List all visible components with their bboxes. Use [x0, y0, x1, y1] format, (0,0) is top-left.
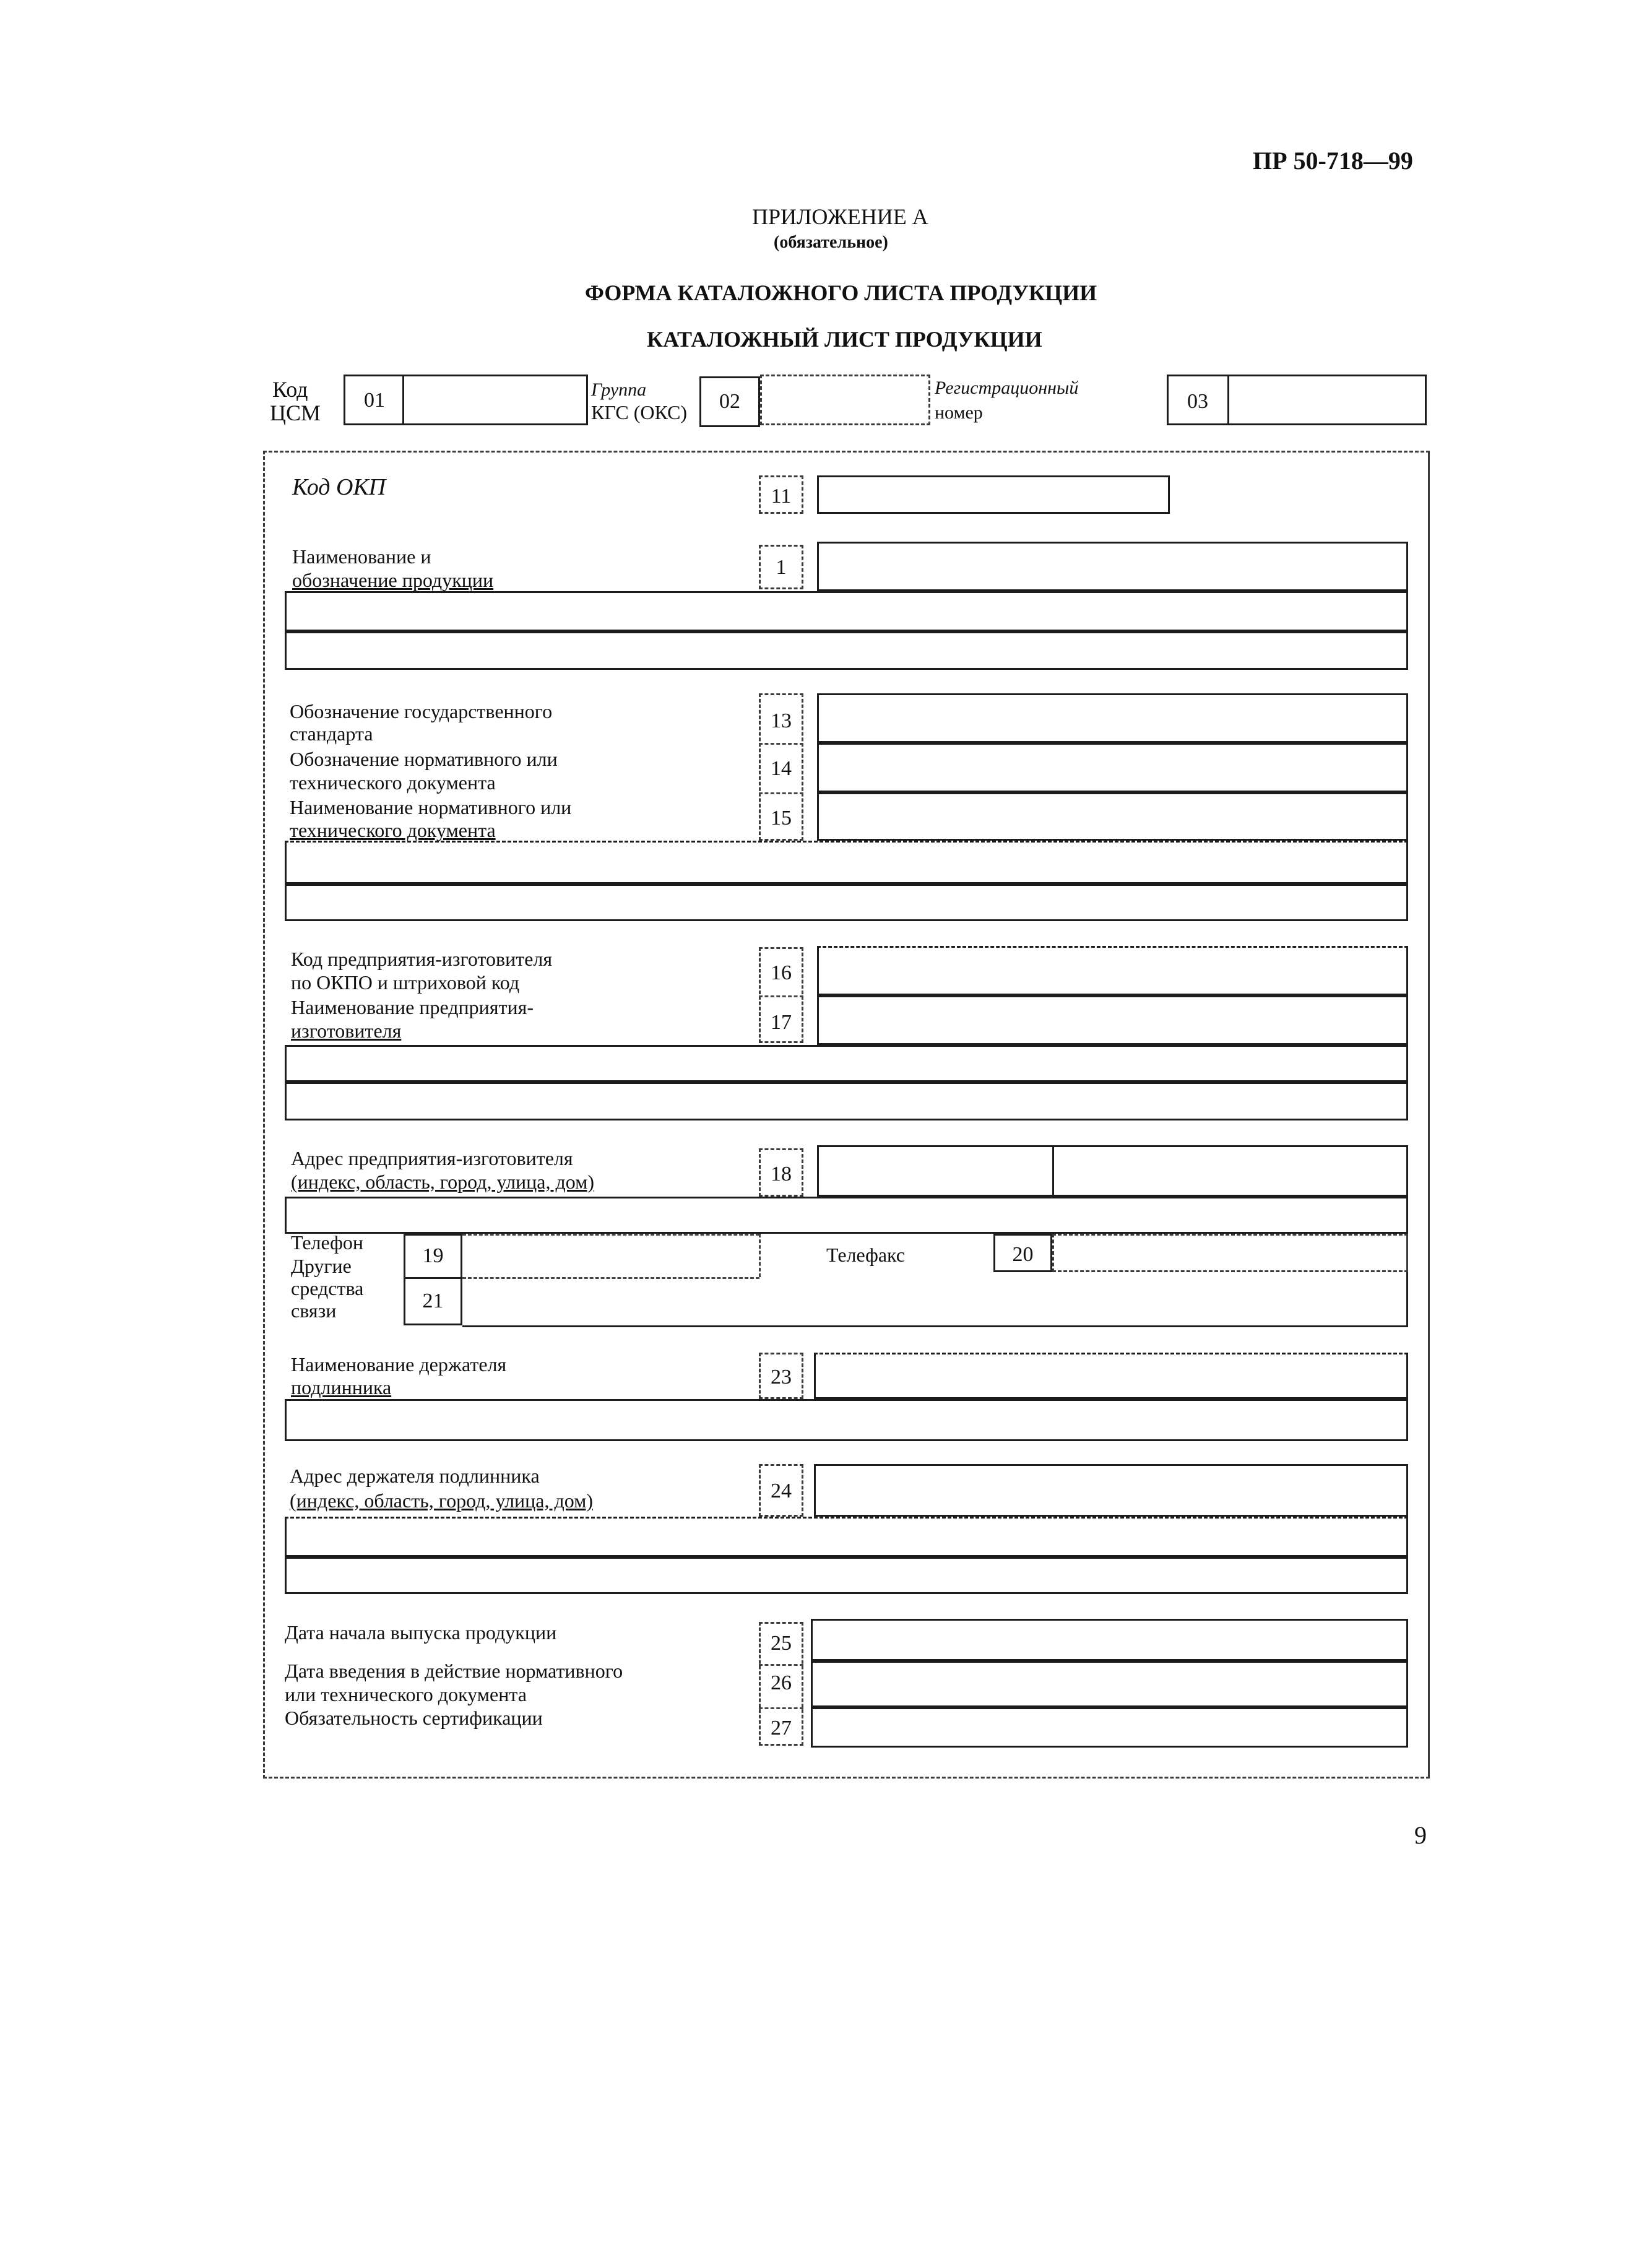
nd-label-1: Обозначение нормативного или: [290, 748, 558, 770]
gost-label-1: Обозначение государственного: [290, 700, 553, 722]
address-line-2[interactable]: [285, 1197, 1408, 1234]
gost-field-number: 13: [771, 709, 792, 732]
kgs-field-number: 02: [719, 390, 740, 413]
holder-field-number: 23: [771, 1366, 792, 1389]
reg-field-number: 03: [1187, 390, 1208, 413]
phone-field-number: 19: [422, 1244, 444, 1267]
address-field[interactable]: [817, 1145, 1408, 1197]
certification-field-number: 27: [771, 1717, 792, 1740]
enterprise-field-number: 17: [771, 1011, 792, 1034]
product-name-line-2[interactable]: [285, 591, 1408, 631]
address-label-2: (индекс, область, город, улица, дом): [291, 1171, 595, 1193]
ndname-field[interactable]: [817, 792, 1408, 841]
product-name-field-number: 1: [776, 556, 787, 579]
okp-label: Код ОКП: [292, 474, 386, 500]
nd-label-2: технического документа: [290, 771, 496, 794]
okpo-field[interactable]: [817, 946, 1408, 995]
form-title: ФОРМА КАТАЛОЖНОГО ЛИСТА ПРОДУКЦИИ: [585, 280, 1097, 305]
holder-address-label-1: Адрес держателя подлинника: [290, 1465, 540, 1487]
page-number: 9: [1414, 1821, 1427, 1849]
holder-address-field-number: 24: [771, 1480, 792, 1502]
holder-address-label-2: (индекс, область, город, улица, дом): [290, 1489, 594, 1512]
okp-field-number: 11: [771, 485, 792, 508]
effective-date-field[interactable]: [811, 1661, 1408, 1707]
other-comm-field[interactable]: [462, 1325, 1408, 1327]
other-comm-label-3: связи: [291, 1299, 337, 1322]
appendix-title: ПРИЛОЖЕНИЕ А: [752, 204, 928, 229]
product-name-line-3[interactable]: [285, 631, 1408, 670]
fax-field-number: 20: [1012, 1243, 1034, 1266]
enterprise-line-3[interactable]: [285, 1082, 1408, 1120]
okp-field[interactable]: [817, 475, 1170, 514]
enterprise-line-2[interactable]: [285, 1045, 1408, 1082]
reg-label-1: Регистрационный: [935, 378, 1079, 398]
okpo-label-2: по ОКПО и штриховой код: [291, 971, 520, 994]
address-label-1: Адрес предприятия-изготовителя: [291, 1147, 573, 1169]
effective-date-label-1: Дата введения в действие нормативного: [285, 1660, 623, 1682]
product-name-field[interactable]: [817, 542, 1408, 591]
csm-field-number: 01: [364, 389, 385, 412]
other-comm-field-number: 21: [422, 1289, 444, 1312]
address-field-number: 18: [771, 1163, 792, 1185]
okpo-label-1: Код предприятия-изготовителя: [291, 948, 553, 970]
csm-label-1: Код: [272, 377, 308, 402]
holder-address-field[interactable]: [814, 1464, 1408, 1517]
gost-label-2: стандарта: [290, 722, 373, 745]
sheet-title: КАТАЛОЖНЫЙ ЛИСТ ПРОДУКЦИИ: [647, 327, 1042, 352]
effective-date-label-2: или технического документа: [285, 1683, 527, 1705]
kgs-field[interactable]: [760, 375, 930, 425]
phone-field[interactable]: [462, 1277, 759, 1279]
product-name-label-2: обозначение продукции: [292, 569, 494, 591]
ndname-line-3[interactable]: [285, 884, 1408, 921]
ndname-line-2[interactable]: [285, 841, 1408, 884]
kgs-label-2: КГС (ОКС): [591, 401, 688, 423]
fax-label: Телефакс: [826, 1244, 905, 1266]
holder-label-1: Наименование держателя: [291, 1353, 507, 1376]
fax-field[interactable]: [1052, 1234, 1408, 1272]
start-date-field-number: 25: [771, 1632, 792, 1655]
reg-label-2: номер: [935, 402, 983, 423]
certification-field[interactable]: [811, 1707, 1408, 1748]
enterprise-field[interactable]: [817, 995, 1408, 1045]
holder-field[interactable]: [814, 1353, 1408, 1399]
start-date-field[interactable]: [811, 1619, 1408, 1661]
enterprise-label-1: Наименование предприятия-: [291, 996, 534, 1018]
kgs-label-1: Группа: [591, 379, 647, 400]
certification-label: Обязательность сертификации: [285, 1707, 543, 1729]
appendix-subtitle: (обязательное): [774, 233, 888, 252]
nd-field[interactable]: [817, 743, 1408, 792]
holder-address-line-3[interactable]: [285, 1557, 1408, 1594]
effective-date-field-number: 26: [771, 1671, 792, 1694]
other-comm-label-1: Другие: [291, 1255, 352, 1277]
nd-field-number: 14: [771, 757, 792, 780]
okpo-field-number: 16: [771, 961, 792, 984]
ndname-label-2: технического документа: [290, 819, 496, 841]
csm-label-2: ЦСМ: [270, 401, 321, 425]
document-id: ПР 50-718—99: [1253, 147, 1413, 175]
enterprise-label-2: изготовителя: [291, 1020, 402, 1042]
phone-label: Телефон: [291, 1231, 363, 1254]
ndname-field-number: 15: [771, 807, 792, 830]
product-name-label-1: Наименование и: [292, 545, 431, 568]
holder-address-line-2[interactable]: [285, 1517, 1408, 1557]
ndname-label-1: Наименование нормативного или: [290, 796, 572, 818]
gost-field[interactable]: [817, 693, 1408, 743]
start-date-label: Дата начала выпуска продукции: [285, 1621, 557, 1644]
holder-label-2: подлинника: [291, 1376, 392, 1398]
other-comm-label-2: средства: [291, 1277, 364, 1299]
holder-line-2[interactable]: [285, 1399, 1408, 1441]
